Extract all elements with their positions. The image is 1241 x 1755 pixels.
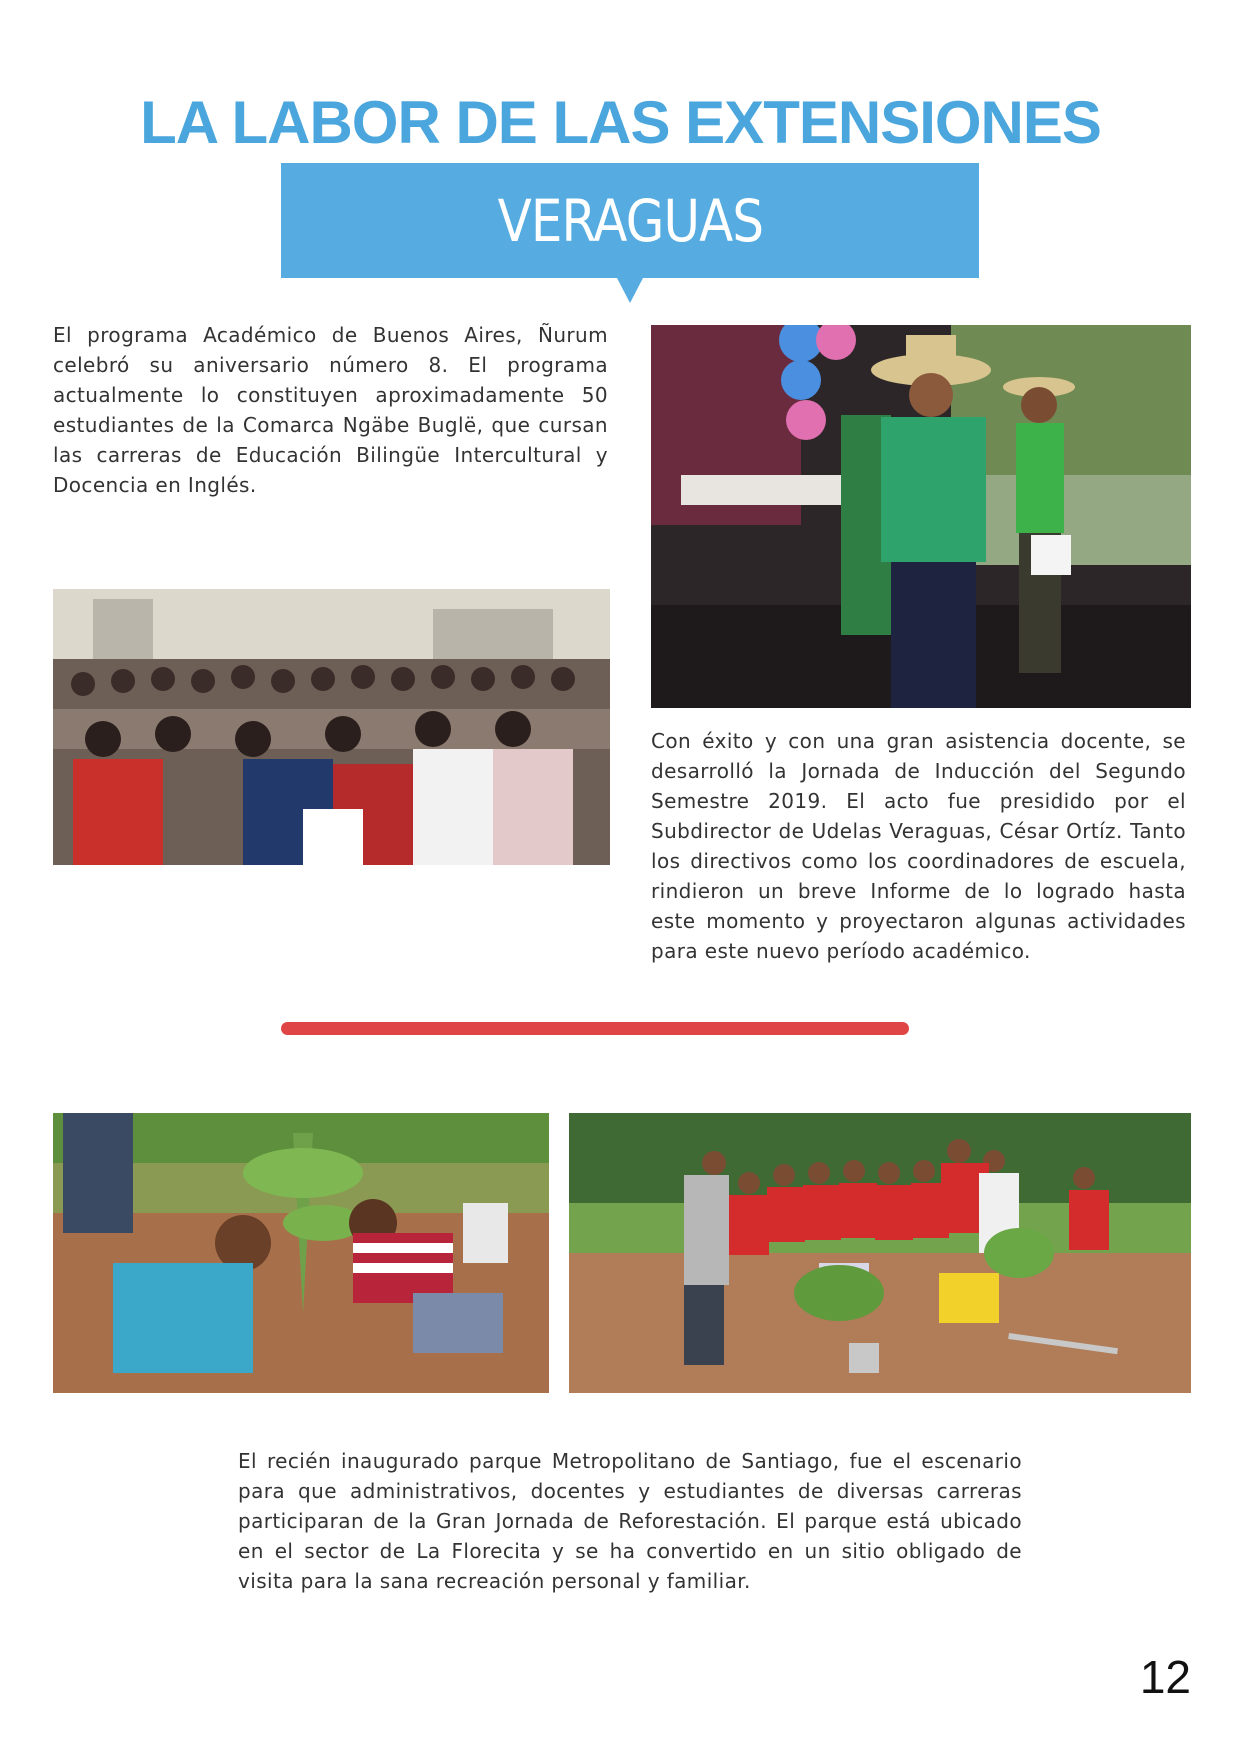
page-number: 12: [1139, 1651, 1191, 1703]
section-divider: [281, 1022, 909, 1035]
paragraph-reforestacion: El recién inaugurado parque Metropolitano de Santiago, fue el escenario para que administrativos, docentes y estudiantes de diversas carreras participaran de la Gran Jornada de Reforestación. El parque está ubicado en el sector de La Florecita y se ha convertido en un sitio obligado de visita para la sana recreación personal y familiar.: [238, 1449, 1022, 1593]
photo-group-reforestation: [569, 1113, 1191, 1393]
paragraph-jornada-induccion: Con éxito y con una gran asistencia docente, se desarrolló la Jornada de Inducción del Segundo Semestre 2019. El acto fue presidido por el Subdirector de Udelas Veraguas, César Ortíz. Tanto los directivos como los coordinadores de escuela, rindieron un breve Informe de lo logrado hasta este momento y proyectaron algunas actividades para este nuevo período académico.: [651, 729, 1186, 963]
section-subtitle: VERAGUAS: [497, 186, 763, 255]
page-title: LA LABOR DE LAS EXTENSIONES: [140, 89, 1101, 156]
photo-children-planting: [53, 1113, 549, 1393]
photo-speaker: [651, 325, 1191, 708]
photo-audience: [53, 589, 610, 865]
section-banner: [281, 163, 979, 278]
paragraph-buenos-aires: El programa Académico de Buenos Aires, Ñurum celebró su aniversario número 8. El programa actualmente lo constituyen aproximadamente 50 estudiantes de la Comarca Ngäbe Buglë, que cursan las carreras de Educación Bilingüe Intercultural y Docencia en Inglés.: [53, 323, 608, 497]
